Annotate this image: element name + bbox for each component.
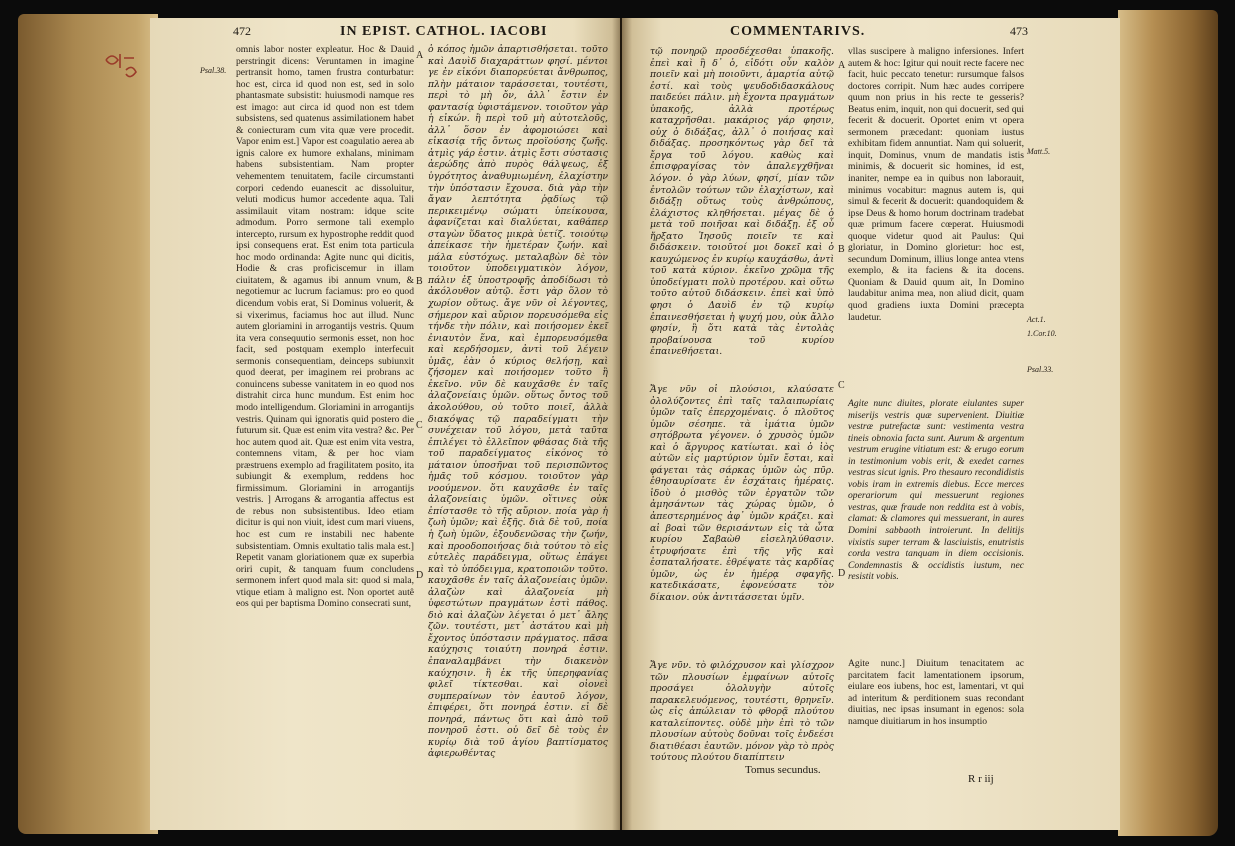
right-marker-d: D [838,568,846,579]
margin-ref-1cor10: 1.Cor.10. [1027,329,1057,338]
right-marker-c: C [838,380,845,391]
left-greek-column [428,44,608,830]
left-latin-text: omnis labor noster expleatur. Hoc & Dauid perstringit dicens: Veruntamen in imagine pertransit homo, tamen frustra conturbatur: hoc est, circa id quod non est, sed in solo phantasmate subsistit: huiusmodi namque res est imago: aut circa id quod non est tdem subsistens, sed quatenus assimilationem habet & coniecturam cum vita quæ vere procedit. Vapor enim est.] Vapor est coagulatio aerea ab ignis calore ex humore exhalans, minimam habens subsistentiam. Nam propter vehementem tenuitatem, facile circumstanti corpori cedendo euanescit ac dissoluitur, veluti modicus humor accedente aqua. Tali assimilauit vitam nostram: idque scite admodum. Porro sermone tali exemplo intercepto, rursum ex hypostrophe reddit quod ipsi consequens erat. Est enim tota particula hoc modo ordinanda: Agite nunc qui dicitis, Hodie & cras proficiscemur in illam ciuitatem, & agamus ibi annum vnum, & negotiemur ac lucrum faciamus: pro eo quod dicendum vobis erat, Si Dominus voluerit, & si vixerimus, faciamus hoc aut illud. Nunc autem gloriamini in arrogantijs vestris. Quum ita vera consequutio sermonis esset, non hoc facit, sed postquam exemplo interfecuit sermonis consequentiam, deinceps subiunxit quod deerat, per imaginem rei probrans ac conuincens subesse vanitatem in eo quod nos distrahit circa hunc mundum. Est enim hoc modo intelligendum. Gloriamini in arrogantijs vestris. Quinam qui ignoratis quid postero die futurum sit. Quæ est enim vita vestra? &c. Per hoc autem quod ait. Quæ est enim vita vestra, contemnens vitam, & per hoc viam præstruens exemplo ad fragilitatem posito, ita subiungit & exemplum, reddens hoc firmissimum. Gloriamini in arrogantijs vestris. ] Arrogans & arrogantia affectus est de rebus non subsistentibus. Ideo etiam dicitur is qui non viuit, idest cum mari viuens, hoc est cum re instabili nec habente subsistentiam. Omnis exultatio talis mala est.] Repetit vanam gloriationem quæ ex superbia oriri cupit, & tanquam fuum concludens sermonem infert quod mala sit: quod si mala, vtique etiam à maligno est. Non oportet autê eos qui per baptisma Domino consecrati sunt, [236,44,414,610]
margin-ref-psal38: Psal.38. [200,66,227,75]
right-page-number: 473 [1010,24,1028,38]
right-fore-edge [1118,10,1218,836]
right-marker-a: A [838,60,846,71]
margin-ref-act1: Act.1. [1027,315,1046,324]
right-greek-text-bottom: Ἄγε νῦν. τὸ φιλόχρυσον καὶ γλίσχρον τῶν πλουσίων ἐμφαίνων αὐτοῖς προσάγει ὀλολυγὴν αὐτοῖς παρακελευόμενος, τουτέστι, θρηνεῖν. ὡς εἰς ἀπώλειαν τὸ φθορᾷ πλούτου καταλείποντες. οὐδὲ μὴν ἐπὶ τὸ τῶν πλουσίων αὐτοὺς δοῦναι τοῖς ἐνδεέσι διατιθέασι ἑαυτῶν. μόνον γὰρ τὸ πρὸς τούτους πλούτου διαπίπτειν [650,660,834,764]
left-running-head: IN EPIST. CATHOL. IACOBI [340,24,548,39]
left-page-number: 472 [233,24,251,38]
right-latin-column-top [848,46,1024,386]
right-greek-text-mid: Ἄγε νῦν οἱ πλούσιοι, κλαύσατε ὀλολύζοντες ἐπὶ ταῖς ταλαιπωρίαις ὑμῶν ταῖς ἐπερχομέναις. ὁ πλοῦτος ὑμῶν σέσηπε. τὰ ἱμάτια ὑμῶν σητόβρωτα γέγονεν. ὁ χρυσὸς ὑμῶν καὶ ὁ ἄργυρος κατίωται. καὶ ὁ ἰὸς αὐτῶν εἰς μαρτύριον ὑμῖν ἔσται, καὶ φάγεται τὰς σάρκας ὑμῶν ὡς πῦρ. ἐθησαυρίσατε ἐν ἐσχάταις ἡμέραις. ἰδοὺ ὁ μισθὸς τῶν ἐργατῶν τῶν ἀμησάντων τὰς χώρας ὑμῶν, ὁ ἀπεστερημένος ἀφ᾽ ὑμῶν κράζει. καὶ αἱ βοαὶ τῶν θερισάντων εἰς τὰ ὦτα κυρίου Σαβαὼθ εἰσεληλύθασιν. ἐτρυφήσατε ἐπὶ τῆς γῆς καὶ ἐσπαταλήσατε. ἐθρέψατε τὰς καρδίας ὑμῶν, ὡς ἐν ἡμέρᾳ σφαγῆς. κατεδικάσατε, ἐφονεύσατε τὸν δίκαιον. οὐκ ἀντιτάσσεται ὑμῖν. [650,384,834,603]
right-greek-column-top [650,46,834,376]
right-latin-text-bottom: Agite nunc.] Diuitum tenacitatem ac parcitatem facit lamentationem ipsorum, eiulare eos iubens, hoc est, lamentari, vt qui ad interitum & perditionem suas recondant diuitias, nec ipsas insumant in egenos: sola namque diuitiarum in hos insumptio [848,658,1024,727]
right-greek-column-bottom [650,660,834,764]
footer-signature: R r iij [968,773,994,785]
left-fore-edge [18,14,158,834]
right-latin-column-mid [848,398,1024,644]
right-greek-column-mid [650,384,834,644]
right-latin-column-bottom [848,658,1024,764]
handwritten-shelfmark [100,48,140,88]
section-marker-b: B [416,276,423,287]
left-greek-text: ὁ κόπος ἡμῶν ἀπαρτισθήσεται. τοῦτο καὶ Δαυὶδ διαχαράττων φησί. μέντοι γε ἐν εἰκόνι διαπορεύεται ἄνθρωπος, πλὴν μάταιον ταράσσεται, τουτέστι, περὶ τὸ μὴ ὄν, ἀλλ᾽ ἔστιν ἐν φαντασίᾳ ὑφιστάμενον. τοιοῦτον γὰρ ἡ εἰκών. ἢ περὶ τοῦ μὴ αὐτοτελοῦς, ἀλλ᾽ ὅσον ἐν ἀφομοιώσει καὶ εἰκασίᾳ τῆς ὄντως προϊούσης ζωῆς. ἀτμὶς γάρ ἐστιν. ἀτμὶς ἔστι σύστασις ἀερώδης ἀπὸ πυρὸς θάλψεως, ἐξ ὑγρότητος ἀναθυμιωμένη, ἐλαχίστην τὴν ὑπόστασιν ἔχουσα. διὰ γὰρ τὴν ἄγαν λεπτότητα ῥᾳδίως τῷ περικειμένῳ σώματι ὑπείκουσα, ἀφανίζεται καὶ διαλύεται, καθάπερ σταγὼν ὕδατος μικρὰ ὑετίζ. τοιούτῳ ἀπείκασε τὴν ἡμετέραν ζωήν. καὶ μάλα εὐστόχως. μεταλαβὼν δὲ τὸν τοιοῦτον ὑποδειγματικὸν λόγον, πάλιν ἐξ ὑποστροφῆς ἀποδίδωσι τὸ ἀκόλουθον αὐτῷ. ἔστι γὰρ ὅλον τὸ χωρίον οὕτως. ἄγε νῦν οἱ λέγοντες, σήμερον καὶ αὔριον πορευσόμεθα εἰς τήνδε τὴν πόλιν, καὶ ποιήσομεν ἐκεῖ ἐνιαυτὸν ἕνα, καὶ ἐμπορευσόμεθα καὶ κερδήσομεν, ἀντὶ τοῦ λέγειν ὑμᾶς, ἐὰν ὁ κύριος θελήσῃ, καὶ ζήσομεν καὶ ποιήσομεν τοῦτο ἢ ἐκεῖνο. νῦν δὲ καυχᾶσθε ἐν ταῖς ἀλαζονείαις ὑμῶν. οὕτως ὄντος τοῦ ἀκολούθου, οὐ τοῦτο ποιεῖ, ἀλλὰ διακόψας τῷ παραδείγματι τὴν συνέχειαν τοῦ λόγου, μετὰ ταῦτα ἐπιλέγει τὸ ἐλλεῖπον φθάσας διὰ τῆς τοῦ παραδείγματος εἰκόνος τὸ μάταιον ὑποσῆναι τοῦ περισπῶντος ἡμᾶς τοῦ κόσμου. τοιοῦτον γὰρ νοούμενον. ὅτι καυχᾶσθε ἐν ταῖς ἀλαζονείαις ὑμῶν. οἵτινες οὐκ ἐπίστασθε τὸ τῆς αὔριον. ποία γὰρ ἡ ζωὴ ὑμῶν; καὶ ἑξῆς. διὰ δὲ τοῦ, ποία ἡ ζωὴ ὑμῶν, ἐξουδενῶσας τὴν ζωήν, καὶ προοδοποιήσας διὰ τούτου τὸ εἰς εὐτελὲς παράδειγμα, οὕτως ἐπάγει καὶ τὸ ὑπόδειγμα, κρατοποιῶν τοῦτο. καυχᾶσθε ἐν ταῖς ἀλαζονείαις ὑμῶν. ἀλαζὼν καὶ ἀλαζονεία μὴ ὑφεστώτων πραγμάτων ἐστὶ πάθος. διὸ καὶ ἀλαζὼν λέγεται ὁ μετ᾽ ἄλης ζῶν. τουτέστι, μετ᾽ ἀστάτου καὶ μὴ ἔχοντος ὑπόστασιν πράγματος. πᾶσα καύχησις τοιαύτη πονηρά ἐστιν. ἐπαναλαμβάνει τὴν διακενὸν καύχησιν. ἣ ἐκ τῆς ὑπερηφανίας φιλεῖ τίκτεσθαι. καὶ οἱονεὶ συμπεραίνων τὸν ἑαυτοῦ λόγον, ἐπιφέρει, ὅτι πονηρά ἐστιν. εἰ δὲ πονηρά, πάντως ὅτι καὶ ἀπὸ τοῦ πονηροῦ ἐστι. οὐ δεῖ δὲ τοὺς ἐν κυρίῳ διὰ τοῦ ἁγίου βαπτίσματος ἀφιερωθέντας [428,44,608,760]
book-gutter [612,18,632,830]
right-greek-text-top: τῷ πονηρῷ προσδέχεσθαι ὑπακοῆς. ἐπεὶ καὶ ἢ δ᾽ ὁ, εἰδότι οὖν καλὸν ποιεῖν καὶ μὴ ποιοῦντι, ἁμαρτία αὐτῷ ἐστί. καὶ τοὺς ψευδοδιδασκάλους παιδεύει πάλιν. μὴ ἔχοντα πραγμάτων ὑπακοῆς, ἀλλὰ προτέρως καταχρῆσθαι. μακάριος γάρ φησιν, οὐχ ὁ διδάξας, ἀλλ᾽ ὁ ποιήσας καὶ διδάξας. προσηκόντως γὰρ δεῖ τὰ ἔργα τοῦ λόγου. καθὼς καὶ ἐπισφραγίσας τὸν ἀπαλεγχθῆναι λόγον. ὁ γὰρ λύων, φησί, μίαν τῶν ἐντολῶν τούτων τῶν ἐλαχίστων, καὶ διδάξῃ οὕτως τοὺς ἀνθρώπους, ἐλάχιστος κληθήσεται. μέγας δὲ ὁ μετὰ τοῦ ποιῆσαι καὶ διδάξῃ. ἐξ οὗ ἤρξατο Ἰησοῦς ποιεῖν τε καὶ διδάσκειν. τοιοῦτοί μοι δοκεῖ καὶ ὁ καυχώμενος ἐν κυρίῳ καυχάσθω, ἀντὶ τοῦ κατὰ κύριον. ἐκεῖνο χρῶμα τῆς ὑποδείγματι πολὺ προτέρου. καὶ οὕτω τοῦτο αὐτοῦ διδάσκειν. ἐπεὶ καὶ ὑπὸ φησι ὁ Δαυὶδ ἐν τῷ κυρίῳ ἐπαινεσθήσεται ἡ ψυχή μου, οὐκ ἄλλο φησίν, ἢ ὅτι κατὰ τὰς ἐντολὰς προβαίνουσα τοῦ κυρίου ἐπαινεθήσεται. [650,46,834,358]
right-latin-text-mid: Agite nunc diuites, plorate eiulantes super miserijs vestris quæ supervenient. Diuitiæ vestræ putrefactæ sunt: vestimenta vestra tineis obnoxia facta sunt. Aurum & argentum vestrum erugine vitiatum est: & erugo eorum in testimonium vobis erit, & exedet carnes vestras sicut ignis. Pro thesauro recondidistis vobis iram in extremis diebus. Ecce merces operariorum qui messuerunt regiones vestras, quæ fraude non reddita est à vobis, clamat: & clamores qui messuerant, in aures Domini sabbaoth introierunt. In delitijs vixistis super terram & lasciuistis, enutristis corda vestra tanquam in diem occisionis. Condemnastis & occidistis iustum, nec resistit vobis. [848,398,1024,583]
right-running-head: COMMENTARIVS. [730,24,866,39]
margin-ref-psal33: Psal.33. [1027,365,1054,374]
left-latin-column [236,44,414,830]
section-marker-c: C [416,420,423,431]
section-marker-a: A [416,50,424,61]
margin-ref-matt5: Matt.5. [1027,147,1051,156]
section-marker-d: D [416,570,424,581]
right-marker-b: B [838,244,845,255]
footer-volume: Tomus secundus. [745,764,821,776]
right-latin-text-top: vllas suscipere à maligno infersiones. Infert autem & hoc: Igitur qui nouit recte facere nec facit, huic peccato tenetur: rursumque falsos doctores corripit. Num hæc audes corripere quum non prius in his recte te gesseris? Beatus enim, inquit, non qui docuerit, sed qui fecerit & docuerit. Oportet enim vt opera sermonem præcedant: quoniam iustus exhibitam fidem annuntiat. Nam qui soluerit, inquit, Dominus, vnum de mandatis istis minimis, & docuerit sic homines, id est, inaniter, nempe ea in quibus non laborauit, minimus vocabitur: magnus autem is, qui simul & fecerit & docuerit: quandoquidem & ipse Deus & homo horum doctrinam tradebat quæ primum facere cœperat. Huiusmodi quoque videtur quod ait Paulus: Qui gloriatur, in Domino glorietur: hoc est, secundum Dominum, illius longe antea vtens exemplo, & ita faciens & ita docens. Quoniam & Dauid quum ait, In Domino laudabitur anima mea, non aliud dicit, quam quod gradiens iuxta Domini præcepta laudetur. [848,46,1024,323]
